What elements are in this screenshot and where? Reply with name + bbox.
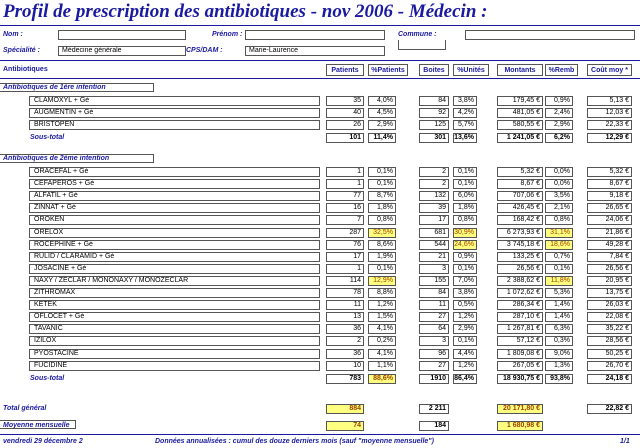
cell-pct-remb: 2,4% bbox=[545, 108, 573, 118]
cell-boites: 21 bbox=[419, 252, 449, 262]
cell-montants: 1 809,08 € bbox=[497, 349, 543, 359]
cell-pct-unites: 0,5% bbox=[453, 300, 477, 310]
cell-patients: 16 bbox=[326, 203, 364, 213]
cell-patients: 35 bbox=[326, 96, 364, 106]
cell-patients: 76 bbox=[326, 240, 364, 250]
cell-pct-remb: 1,4% bbox=[545, 300, 573, 310]
cell-pct-remb: 1,3% bbox=[545, 361, 573, 371]
cell-boites: 96 bbox=[419, 349, 449, 359]
cell-boites: 92 bbox=[419, 108, 449, 118]
moyenne-label: Moyenne mensuelle bbox=[3, 422, 70, 429]
nom-label: Nom : bbox=[3, 31, 23, 38]
cell-cout: 7,84 € bbox=[587, 252, 632, 262]
cell-montants: 286,34 € bbox=[497, 300, 543, 310]
cell-patients: 1 bbox=[326, 264, 364, 274]
specialite-label: Spécialité : bbox=[3, 47, 40, 54]
cell-patients: 36 bbox=[326, 324, 364, 334]
specialite-field: Médecine générale bbox=[58, 46, 186, 56]
drug-name: BRISTOPEN bbox=[29, 120, 320, 130]
cell-pct-patients: 1,9% bbox=[368, 252, 396, 262]
cell-boites: 3 bbox=[419, 336, 449, 346]
col-boites: Boites bbox=[419, 64, 449, 76]
commune-field bbox=[465, 30, 635, 40]
cell-pct-patients: 4,1% bbox=[368, 324, 396, 334]
subtotal-pct-unites: 86,4% bbox=[453, 374, 477, 384]
cell-pct-patients: 32,5% bbox=[368, 228, 396, 238]
cell-montants: 133,25 € bbox=[497, 252, 543, 262]
table-row bbox=[0, 167, 640, 178]
cell-pct-remb: 31,1% bbox=[545, 228, 573, 238]
table-row bbox=[0, 336, 640, 347]
cell-cout: 26,70 € bbox=[587, 361, 632, 371]
cell-boites: 544 bbox=[419, 240, 449, 250]
cell-pct-patients: 8,8% bbox=[368, 288, 396, 298]
cell-cout: 50,25 € bbox=[587, 349, 632, 359]
drug-name: ALFATIL + Gé bbox=[29, 191, 320, 201]
cell-pct-unites: 3,8% bbox=[453, 96, 477, 106]
total-label: Total général bbox=[3, 405, 47, 412]
cell-pct-patients: 4,1% bbox=[368, 349, 396, 359]
col-montants: Montants bbox=[497, 64, 543, 76]
table-row bbox=[0, 228, 640, 239]
table-row bbox=[0, 349, 640, 360]
subtotal-pct-patients: 88,6% bbox=[368, 374, 396, 384]
cell-pct-unites: 0,1% bbox=[453, 336, 477, 346]
cell-cout: 5,32 € bbox=[587, 167, 632, 177]
drug-name: TAVANIC bbox=[29, 324, 320, 334]
cell-pct-remb: 18,6% bbox=[545, 240, 573, 250]
cell-patients: 36 bbox=[326, 349, 364, 359]
cell-montants: 6 273,93 € bbox=[497, 228, 543, 238]
table-row bbox=[0, 252, 640, 263]
cell-montants: 287,10 € bbox=[497, 312, 543, 322]
subtotal-patients: 783 bbox=[326, 374, 364, 384]
cell-montants: 57,12 € bbox=[497, 336, 543, 346]
cell-patients: 114 bbox=[326, 276, 364, 286]
drug-name: RULID / CLARAMID + Gé bbox=[29, 252, 320, 262]
subtotal-pct-patients: 11,4% bbox=[368, 133, 396, 143]
cell-pct-unites: 1,2% bbox=[453, 312, 477, 322]
cell-patients: 11 bbox=[326, 300, 364, 310]
cell-cout: 13,75 € bbox=[587, 288, 632, 298]
section1-box bbox=[0, 83, 154, 92]
cell-cout: 5,13 € bbox=[587, 96, 632, 106]
title-rule bbox=[0, 25, 640, 26]
cell-patients: 78 bbox=[326, 288, 364, 298]
subtotal-pct-remb: 6,2% bbox=[545, 133, 573, 143]
cell-cout: 26,03 € bbox=[587, 300, 632, 310]
cell-patients: 287 bbox=[326, 228, 364, 238]
table-row bbox=[0, 324, 640, 335]
col-pct-remb: %Remb bbox=[545, 64, 578, 76]
cell-pct-patients: 4,0% bbox=[368, 96, 396, 106]
cell-pct-patients: 0,1% bbox=[368, 264, 396, 274]
table-row bbox=[0, 276, 640, 287]
cell-patients: 1 bbox=[326, 179, 364, 189]
drug-name: ORACEFAL + Gé bbox=[29, 167, 320, 177]
cell-boites: 681 bbox=[419, 228, 449, 238]
cell-cout: 9,18 € bbox=[587, 191, 632, 201]
cell-patients: 7 bbox=[326, 215, 364, 225]
cell-pct-remb: 0,9% bbox=[545, 96, 573, 106]
cell-patients: 40 bbox=[326, 108, 364, 118]
cell-patients: 77 bbox=[326, 191, 364, 201]
moyenne-boites: 184 bbox=[419, 421, 449, 431]
cell-cout: 49,28 € bbox=[587, 240, 632, 250]
cell-cout: 26,56 € bbox=[587, 264, 632, 274]
subtotal-pct-remb: 93,8% bbox=[545, 374, 573, 384]
cell-patients: 1 bbox=[326, 167, 364, 177]
subtotal-cout: 24,18 € bbox=[587, 374, 632, 384]
col-cout-moy: Coût moy * bbox=[587, 64, 632, 76]
subtotal-boites: 1910 bbox=[419, 374, 449, 384]
table-row bbox=[0, 108, 640, 119]
cell-pct-patients: 0,8% bbox=[368, 215, 396, 225]
prenom-field bbox=[245, 30, 385, 40]
cell-pct-unites: 5,7% bbox=[453, 120, 477, 130]
total-cout: 22,82 € bbox=[587, 404, 632, 414]
cell-pct-patients: 1,2% bbox=[368, 300, 396, 310]
cell-pct-patients: 8,7% bbox=[368, 191, 396, 201]
drug-name: ROCEPHINE + Gé bbox=[29, 240, 320, 250]
page-title: Profil de prescription des antibiotiques - nov 2006 - Médecin : bbox=[3, 1, 488, 22]
cell-pct-patients: 12,9% bbox=[368, 276, 396, 286]
cell-pct-remb: 2,1% bbox=[545, 203, 573, 213]
moyenne-patients: 74 bbox=[326, 421, 364, 431]
moyenne-montants: 1 680,98 € bbox=[497, 421, 543, 431]
drug-name: ORELOX bbox=[29, 228, 320, 238]
subtotal-montants: 18 930,75 € bbox=[497, 374, 543, 384]
prenom-label: Prénom : bbox=[212, 31, 243, 38]
cell-pct-patients: 1,1% bbox=[368, 361, 396, 371]
col-pct-patients: %Patients bbox=[368, 64, 408, 76]
table-row bbox=[0, 300, 640, 311]
footer-note: Données annualisées : cumul des douze derniers mois (sauf "moyenne mensuelle") bbox=[155, 438, 434, 445]
cell-montants: 267,05 € bbox=[497, 361, 543, 371]
cell-pct-remb: 2,9% bbox=[545, 120, 573, 130]
cell-cout: 35,22 € bbox=[587, 324, 632, 334]
table-row bbox=[0, 215, 640, 226]
table-row bbox=[0, 312, 640, 323]
cell-boites: 17 bbox=[419, 215, 449, 225]
footer-rule bbox=[0, 434, 640, 435]
cell-boites: 64 bbox=[419, 324, 449, 334]
cell-pct-remb: 6,3% bbox=[545, 324, 573, 334]
subtotal-montants: 1 241,05 € bbox=[497, 133, 543, 143]
drug-name: AUGMENTIN + Gé bbox=[29, 108, 320, 118]
cell-cout: 8,67 € bbox=[587, 179, 632, 189]
cell-pct-remb: 3,5% bbox=[545, 191, 573, 201]
cell-patients: 2 bbox=[326, 336, 364, 346]
subtotal-row bbox=[0, 374, 640, 385]
cell-patients: 26 bbox=[326, 120, 364, 130]
cps-field: Marie-Laurence bbox=[245, 46, 385, 56]
subtotal-patients: 101 bbox=[326, 133, 364, 143]
cell-pct-remb: 11,8% bbox=[545, 276, 573, 286]
cell-boites: 125 bbox=[419, 120, 449, 130]
col-pct-unites: %Unités bbox=[453, 64, 489, 76]
table-row bbox=[0, 240, 640, 251]
drug-name: NAXY / ZECLAR / MONONAXY / MONOZECLAR bbox=[29, 276, 320, 286]
moyenne-box bbox=[0, 420, 76, 429]
cell-patients: 10 bbox=[326, 361, 364, 371]
cell-pct-unites: 0,1% bbox=[453, 179, 477, 189]
cell-boites: 132 bbox=[419, 191, 449, 201]
cell-patients: 13 bbox=[326, 312, 364, 322]
cell-boites: 2 bbox=[419, 167, 449, 177]
cell-montants: 179,45 € bbox=[497, 96, 543, 106]
cell-montants: 8,67 € bbox=[497, 179, 543, 189]
cps-label: CPS/DAM : bbox=[186, 47, 223, 54]
cell-pct-remb: 0,0% bbox=[545, 179, 573, 189]
subtotal-pct-unites: 13,6% bbox=[453, 133, 477, 143]
drug-name: FUCIDINE bbox=[29, 361, 320, 371]
table-row bbox=[0, 203, 640, 214]
cell-cout: 26,65 € bbox=[587, 203, 632, 213]
commune-label: Commune : bbox=[398, 31, 437, 38]
cell-boites: 27 bbox=[419, 361, 449, 371]
cell-pct-unites: 30,9% bbox=[453, 228, 477, 238]
subtotal-row bbox=[0, 133, 640, 144]
cell-montants: 2 388,62 € bbox=[497, 276, 543, 286]
cell-montants: 1 267,81 € bbox=[497, 324, 543, 334]
drug-name: KETEK bbox=[29, 300, 320, 310]
drug-name: JOSACINE + Gé bbox=[29, 264, 320, 274]
cell-montants: 26,56 € bbox=[497, 264, 543, 274]
cell-boites: 39 bbox=[419, 203, 449, 213]
subtotal-label: Sous-total bbox=[30, 134, 65, 142]
cell-montants: 1 072,62 € bbox=[497, 288, 543, 298]
drug-name: ZITHROMAX bbox=[29, 288, 320, 298]
col-patients: Patients bbox=[326, 64, 364, 76]
cell-pct-unites: 0,9% bbox=[453, 252, 477, 262]
cell-pct-unites: 0,1% bbox=[453, 264, 477, 274]
cell-montants: 5,32 € bbox=[497, 167, 543, 177]
cell-pct-remb: 9,0% bbox=[545, 349, 573, 359]
table-row bbox=[0, 264, 640, 275]
cell-cout: 22,08 € bbox=[587, 312, 632, 322]
cell-pct-unites: 24,6% bbox=[453, 240, 477, 250]
cell-pct-remb: 1,4% bbox=[545, 312, 573, 322]
cell-montants: 481,05 € bbox=[497, 108, 543, 118]
cell-boites: 11 bbox=[419, 300, 449, 310]
cell-boites: 84 bbox=[419, 96, 449, 106]
cell-pct-patients: 4,5% bbox=[368, 108, 396, 118]
subtotal-label: Sous-total bbox=[30, 374, 65, 382]
commune-sub bbox=[398, 40, 446, 50]
cell-pct-unites: 4,2% bbox=[453, 108, 477, 118]
cell-pct-unites: 1,2% bbox=[453, 361, 477, 371]
cell-boites: 2 bbox=[419, 179, 449, 189]
form-rule bbox=[0, 60, 640, 61]
cell-pct-patients: 8,6% bbox=[368, 240, 396, 250]
table-row bbox=[0, 361, 640, 372]
cell-montants: 707,06 € bbox=[497, 191, 543, 201]
cell-pct-unites: 3,8% bbox=[453, 288, 477, 298]
total-patients: 884 bbox=[326, 404, 364, 414]
drug-name: OFLOCET + Gé bbox=[29, 312, 320, 322]
cell-pct-unites: 2,9% bbox=[453, 324, 477, 334]
cell-patients: 17 bbox=[326, 252, 364, 262]
drug-name: OROKEN bbox=[29, 215, 320, 225]
drug-name: CEFAPEROS + Gé bbox=[29, 179, 320, 189]
cell-montants: 3 745,18 € bbox=[497, 240, 543, 250]
cell-pct-patients: 2,9% bbox=[368, 120, 396, 130]
section2-box bbox=[0, 154, 154, 163]
cell-pct-remb: 0,3% bbox=[545, 336, 573, 346]
table-row bbox=[0, 191, 640, 202]
cell-cout: 22,33 € bbox=[587, 120, 632, 130]
cell-pct-remb: 5,3% bbox=[545, 288, 573, 298]
cell-cout: 12,03 € bbox=[587, 108, 632, 118]
drug-name: ZINNAT + Gé bbox=[29, 203, 320, 213]
cell-boites: 27 bbox=[419, 312, 449, 322]
cell-pct-unites: 7,0% bbox=[453, 276, 477, 286]
nom-field bbox=[58, 30, 186, 40]
table-row bbox=[0, 96, 640, 107]
cell-pct-remb: 0,0% bbox=[545, 167, 573, 177]
cell-pct-patients: 1,8% bbox=[368, 203, 396, 213]
cell-pct-patients: 0,1% bbox=[368, 179, 396, 189]
cell-boites: 3 bbox=[419, 264, 449, 274]
subtotal-cout: 12,29 € bbox=[587, 133, 632, 143]
cell-cout: 24,06 € bbox=[587, 215, 632, 225]
cell-pct-patients: 0,1% bbox=[368, 167, 396, 177]
cell-boites: 84 bbox=[419, 288, 449, 298]
table-row bbox=[0, 179, 640, 190]
cell-pct-unites: 0,8% bbox=[453, 215, 477, 225]
cell-pct-patients: 0,2% bbox=[368, 336, 396, 346]
total-montants: 20 171,80 € bbox=[497, 404, 543, 414]
table-row bbox=[0, 120, 640, 131]
cell-pct-unites: 4,4% bbox=[453, 349, 477, 359]
cell-boites: 155 bbox=[419, 276, 449, 286]
cell-pct-remb: 0,8% bbox=[545, 215, 573, 225]
cell-pct-unites: 6,0% bbox=[453, 191, 477, 201]
subtotal-boites: 301 bbox=[419, 133, 449, 143]
total-boites: 2 211 bbox=[419, 404, 449, 414]
footer-date: vendredi 29 décembre 2 bbox=[3, 438, 83, 445]
footer-page: 1/1 bbox=[620, 438, 630, 445]
drug-name: IZILOX bbox=[29, 336, 320, 346]
cell-montants: 580,55 € bbox=[497, 120, 543, 130]
cell-montants: 168,42 € bbox=[497, 215, 543, 225]
cell-pct-unites: 0,1% bbox=[453, 167, 477, 177]
section2-title: Antibiotiques de 2ème intention bbox=[3, 155, 110, 162]
cell-pct-remb: 0,7% bbox=[545, 252, 573, 262]
cell-pct-patients: 1,5% bbox=[368, 312, 396, 322]
header-rule bbox=[0, 78, 640, 79]
drug-name: PYOSTACINE bbox=[29, 349, 320, 359]
cell-pct-unites: 1,8% bbox=[453, 203, 477, 213]
cell-pct-remb: 0,1% bbox=[545, 264, 573, 274]
col-antibiotiques: Antibiotiques bbox=[3, 66, 48, 73]
cell-montants: 426,45 € bbox=[497, 203, 543, 213]
drug-name: CLAMOXYL + Gé bbox=[29, 96, 320, 106]
table-row bbox=[0, 288, 640, 299]
cell-cout: 28,56 € bbox=[587, 336, 632, 346]
cell-cout: 20,95 € bbox=[587, 276, 632, 286]
section1-title: Antibiotiques de 1ère intention bbox=[3, 84, 106, 91]
cell-cout: 21,86 € bbox=[587, 228, 632, 238]
